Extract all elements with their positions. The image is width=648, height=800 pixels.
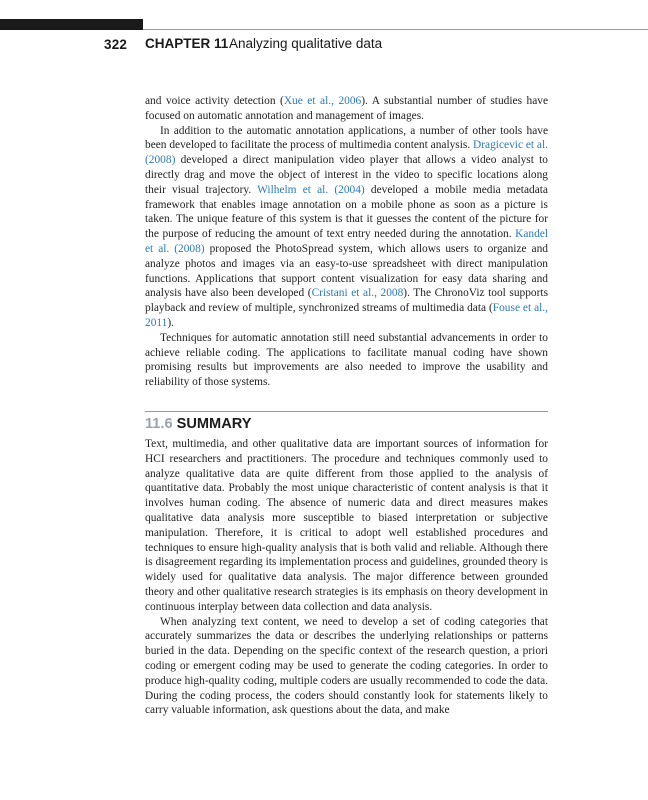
citation-link[interactable]: Xue et al., 2006 <box>283 95 362 107</box>
citation-link[interactable]: Kandel et al. (2008) <box>145 228 548 255</box>
header-rule <box>143 29 648 30</box>
section-number: 11.6 <box>145 416 173 432</box>
paragraph <box>145 331 548 390</box>
paragraph-text: Techniques for automatic annotation still need substantial advancements in order to achieve reliable coding. The applications to facilitate manual coding have shown promising results but improvements are also needed to improve the usability and reliability of those systems. <box>145 331 548 389</box>
section-rule <box>145 411 548 412</box>
paragraph-text: In addition to the automatic annotation applications, a number of other tools have been developed to facilitate the process of multimedia content analysis. <box>145 124 548 152</box>
paragraph <box>145 437 548 615</box>
paragraph <box>145 94 548 124</box>
paragraph <box>145 615 548 719</box>
running-head <box>104 36 383 54</box>
paragraph <box>145 124 548 331</box>
paragraph-text: ). <box>167 316 175 329</box>
section-title: SUMMARY <box>176 416 252 432</box>
paragraph-text: ). The ChronoViz tool supports playback and review of multiple, synchronized streams of multimedia data ( <box>145 287 549 315</box>
paragraph-text: ). A substantial number of studies have focused on automatic annotation and management of images. <box>145 95 549 122</box>
citation-link[interactable]: Cristani et al., 2008 <box>311 287 404 300</box>
paragraph-text: proposed the PhotoSpread system, which allows users to organize and analyze photos and images via an easy-to-use spreadsheet with direct manipulation functions. Applications that support content visualization for easy data sharing and analysis have also been developed ( <box>145 242 548 300</box>
citation-link[interactable]: Fouse et al., 2011 <box>145 302 548 329</box>
paragraph-text: Text, multimedia, and other qualitative data are important sources of information for HCI researchers and practitioners. The procedure and techniques commonly used to analyze qualitative data are quite different from those applied to the analysis of quantitative data. Probably the most unique characteristic of content analysis is that it involves human coding. The absence of numeric data and direct measures makes qualitative data analysis more susceptible to biased interpretation or subjective manipulation. Therefore, it is critical to adopt well established procedures and techniques to ensure high-quality analysis that is both valid and reliable. Although there is disagreement regarding its implementation process and guidelines, grounded theory is widely used for qualitative data analysis. The major difference between grounded theory and other qualitative research strategies is its emphasis on theory development in continuous interplay between data collection and data analysis. <box>145 438 548 613</box>
body-text-before-section <box>145 94 548 390</box>
paragraph-text: developed a direct manipulation video player that allows a video analyst to directly drag and move the object of interest in the video to specific locations along their visual trajectory. <box>145 154 548 196</box>
paragraph-text: developed a mobile media metadata framework that enables image annotation on a mobile phone as soon as a picture is taken. The unique feature of this system is that it guesses the content of the picture for the purpose of reducing the amount of text entry needed during the annotation. <box>145 183 548 241</box>
citation-link[interactable]: Dragicevic et al. (2008) <box>145 139 548 167</box>
page-number: 322 <box>104 37 128 52</box>
chapter-title: Analyzing qualitative data <box>229 36 383 51</box>
body-text-summary <box>145 437 548 718</box>
citation-link[interactable]: Wilhelm et al. (2004) <box>257 183 365 196</box>
section-heading <box>145 416 251 432</box>
paragraph-text: When analyzing text content, we need to develop a set of coding categories that accurately summarizes the data or describes the underlying relationships or patterns buried in the data. Depending on the specific context of the research question, a priori coding or emergent coding may be used to generate the coding categories. In order to produce high-quality coding, multiple coders are usually recommended to code the data. During the coding process, the coders should constantly look for statements likely to carry valuable information, ask questions about the data, and make <box>145 615 548 717</box>
chapter-label: CHAPTER 11 <box>145 36 229 51</box>
paragraph-text: and voice activity detection ( <box>145 95 284 107</box>
header-bar <box>0 19 143 30</box>
